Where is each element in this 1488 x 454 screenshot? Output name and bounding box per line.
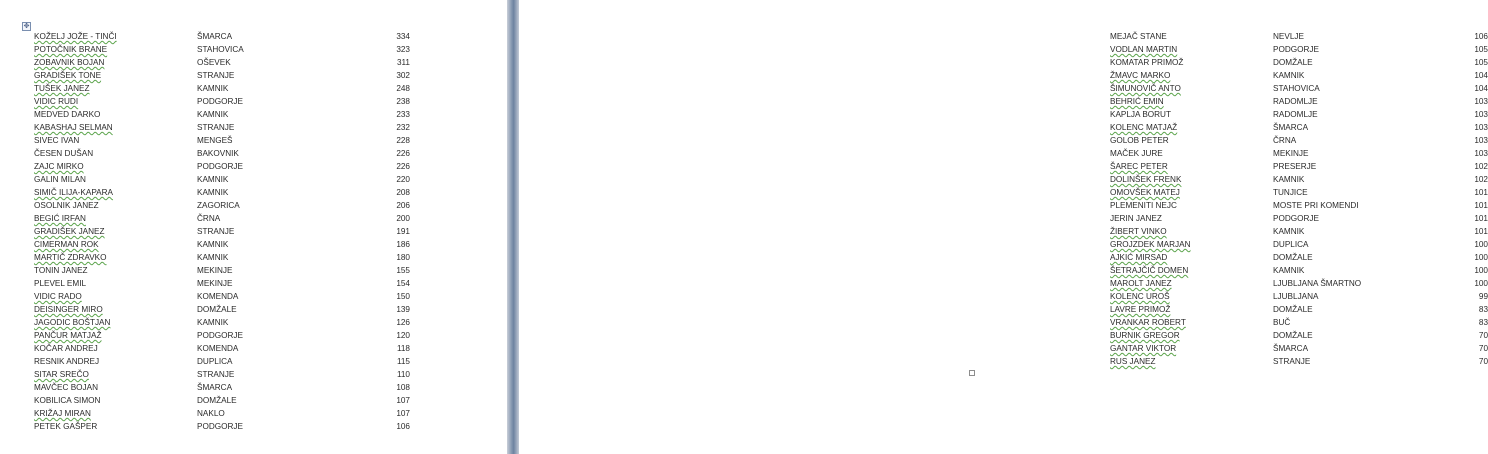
score-cell[interactable]: 206 (396, 201, 410, 210)
player-name-cell[interactable]: ŽMAVC MARKO (1110, 71, 1171, 80)
player-name-cell[interactable]: MEJAČ STANE (1110, 32, 1167, 41)
player-name-cell[interactable]: KOBILICA SIMON (34, 396, 101, 405)
place-cell[interactable]: STRANJE (197, 370, 235, 379)
score-cell[interactable]: 180 (396, 253, 410, 262)
score-cell[interactable]: 70 (1478, 331, 1488, 340)
score-cell[interactable]: 248 (396, 84, 410, 93)
score-cell[interactable]: 103 (1474, 123, 1488, 132)
table-resize-handle-icon[interactable] (969, 370, 975, 376)
place-cell[interactable]: ŠMARCA (197, 383, 233, 392)
score-cell[interactable]: 100 (1474, 266, 1488, 275)
score-cell[interactable]: 103 (1474, 97, 1488, 106)
score-cell[interactable]: 108 (396, 383, 410, 392)
place-cell[interactable]: MEKINJE (197, 279, 233, 288)
table-row (34, 186, 410, 199)
player-name-cell[interactable]: GOLOB PETER (1110, 136, 1169, 145)
place-cell[interactable]: PODGORJE (197, 422, 243, 431)
table-row (34, 56, 410, 69)
table-row (1110, 95, 1488, 108)
score-cell[interactable]: 105 (1474, 45, 1488, 54)
table-row (34, 212, 410, 225)
player-name-cell[interactable]: ZAJC MIRKO (34, 162, 84, 171)
table-row (1110, 329, 1488, 342)
score-cell[interactable]: 103 (1474, 136, 1488, 145)
player-name-cell[interactable]: VODLAN MARTIN (1110, 45, 1178, 54)
score-cell[interactable]: 70 (1478, 344, 1488, 353)
table-row (34, 238, 410, 251)
table-row (34, 82, 410, 95)
score-cell[interactable]: 186 (396, 240, 410, 249)
table-row (1110, 173, 1488, 186)
player-name-cell[interactable]: BEHRIĆ EMIN (1110, 97, 1164, 106)
score-cell[interactable]: 139 (396, 305, 410, 314)
table-row (34, 147, 410, 160)
place-cell[interactable]: TUNJICE (1273, 188, 1308, 197)
table-row (34, 134, 410, 147)
table-row (1110, 316, 1488, 329)
table-row (34, 264, 410, 277)
table-row (1110, 186, 1488, 199)
player-name-cell[interactable]: KOŽELJ JOŽE - TINČI (34, 32, 117, 41)
place-cell[interactable]: RADOMLJE (1273, 97, 1318, 106)
place-cell[interactable]: STAHOVICA (197, 45, 244, 54)
place-cell[interactable]: DUPLICA (1273, 240, 1309, 249)
table-row (34, 121, 410, 134)
score-cell[interactable]: 101 (1474, 227, 1488, 236)
score-cell[interactable]: 101 (1474, 201, 1488, 210)
place-cell[interactable]: ZAGORICA (197, 201, 240, 210)
table-row (34, 407, 410, 420)
results-table-left (34, 30, 410, 433)
table-row (1110, 238, 1488, 251)
player-name-cell[interactable]: PLEVEL EMIL (34, 279, 87, 288)
player-name-cell[interactable]: GANTAR VIKTOR (1110, 344, 1177, 353)
place-cell[interactable]: STAHOVICA (1273, 84, 1320, 93)
table-row (1110, 121, 1488, 134)
place-cell[interactable]: LJUBLJANA (1273, 292, 1319, 301)
place-cell[interactable]: KAMNIK (1273, 227, 1305, 236)
player-name-cell[interactable]: RUS JANEZ (1110, 357, 1156, 366)
place-cell[interactable]: DOMŽALE (197, 305, 237, 314)
player-name-cell[interactable]: POTOČNIK BRANE (34, 45, 108, 54)
table-row (1110, 108, 1488, 121)
place-cell[interactable]: KAMNIK (197, 318, 229, 327)
place-cell[interactable]: PODGORJE (1273, 214, 1319, 223)
place-cell[interactable]: KAMNIK (1273, 266, 1305, 275)
table-move-handle-icon[interactable]: ✥ (23, 23, 30, 30)
score-cell[interactable]: 302 (396, 71, 410, 80)
player-name-cell[interactable]: MEDVED DARKO (34, 110, 101, 119)
score-cell[interactable]: 191 (396, 227, 410, 236)
score-cell[interactable]: 99 (1478, 292, 1488, 301)
place-cell[interactable]: LJUBLJANA ŠMARTNO (1273, 279, 1362, 288)
score-cell[interactable]: 83 (1478, 318, 1488, 327)
player-name-cell[interactable]: KRIŽAJ MIRAN (34, 409, 91, 418)
player-name-cell[interactable]: JERIN JANEZ (1110, 214, 1162, 223)
player-name-cell[interactable]: MAVČEC BOJAN (34, 383, 98, 392)
table-row (1110, 199, 1488, 212)
score-cell[interactable]: 155 (396, 266, 410, 275)
table-row (34, 173, 410, 186)
score-cell[interactable]: 110 (396, 370, 410, 379)
score-cell[interactable]: 126 (396, 318, 410, 327)
player-name-cell[interactable]: GRADIŠEK JANEZ (34, 227, 105, 236)
score-cell[interactable]: 106 (1474, 32, 1488, 41)
results-table-right (1110, 30, 1488, 368)
table-row (34, 394, 410, 407)
player-name-cell[interactable]: DEISINGER MIRO (34, 305, 103, 314)
table-row (34, 69, 410, 82)
score-cell[interactable]: 208 (396, 188, 410, 197)
table-row (34, 199, 410, 212)
place-cell[interactable]: KAMNIK (197, 84, 229, 93)
player-name-cell[interactable]: JAGODIC BOŠTJAN (34, 318, 111, 327)
place-cell[interactable]: DUPLICA (197, 357, 233, 366)
player-name-cell[interactable]: ŠETRAJČIČ DOMEN (1110, 266, 1189, 275)
score-cell[interactable]: 150 (396, 292, 410, 301)
player-name-cell[interactable]: ZOBAVNIK BOJAN (34, 58, 105, 67)
table-row (34, 368, 410, 381)
player-name-cell[interactable]: KAPLJA BORUT (1110, 110, 1171, 119)
player-name-cell[interactable]: ČESEN DUŠAN (34, 149, 94, 158)
score-cell[interactable]: 106 (396, 422, 410, 431)
player-name-cell[interactable]: KABASHAJ SELMAN (34, 123, 113, 132)
score-cell[interactable]: 104 (1474, 84, 1488, 93)
table-row (34, 342, 410, 355)
score-cell[interactable]: 107 (396, 409, 410, 418)
table-row (1110, 355, 1488, 368)
player-name-cell[interactable]: VRANKAR ROBERT (1110, 318, 1186, 327)
table-row (1110, 225, 1488, 238)
place-cell[interactable]: MEKINJE (197, 266, 233, 275)
score-cell[interactable]: 100 (1474, 253, 1488, 262)
place-cell[interactable]: OŠEVEK (197, 58, 231, 67)
place-cell[interactable]: ŠMARCA (1273, 123, 1309, 132)
score-cell[interactable]: 103 (1474, 149, 1488, 158)
score-cell[interactable]: 103 (1474, 110, 1488, 119)
place-cell[interactable]: PODGORJE (197, 331, 243, 340)
table-row (34, 108, 410, 121)
place-cell[interactable]: NAKLO (197, 409, 225, 418)
table-row (34, 30, 410, 43)
place-cell[interactable]: MENGEŠ (197, 136, 233, 145)
score-cell[interactable]: 118 (396, 344, 410, 353)
score-cell[interactable]: 226 (396, 149, 410, 158)
table-row (34, 381, 410, 394)
place-cell[interactable]: STRANJE (197, 227, 235, 236)
place-cell[interactable]: BAKOVNIK (197, 149, 239, 158)
player-name-cell[interactable]: VIDIC RUDI (34, 97, 79, 106)
player-name-cell[interactable]: KOLENC MATJAŽ (1110, 123, 1178, 132)
table-row (1110, 43, 1488, 56)
score-cell[interactable]: 334 (396, 32, 410, 41)
player-name-cell[interactable]: SIVEC IVAN (34, 136, 80, 145)
table-row (1110, 30, 1488, 43)
table-row (34, 329, 410, 342)
table-row (1110, 342, 1488, 355)
place-cell[interactable]: PODGORJE (197, 162, 243, 171)
player-name-cell[interactable]: RESNIK ANDREJ (34, 357, 100, 366)
score-cell[interactable]: 83 (1478, 305, 1488, 314)
score-cell[interactable]: 70 (1478, 357, 1488, 366)
place-cell[interactable]: DOMŽALE (197, 396, 237, 405)
score-cell[interactable]: 232 (396, 123, 410, 132)
score-cell[interactable]: 311 (396, 58, 410, 67)
place-cell[interactable]: ŠMARCA (1273, 344, 1309, 353)
place-cell[interactable]: DOMŽALE (1273, 58, 1313, 67)
player-name-cell[interactable]: MAROLT JANEZ (1110, 279, 1172, 288)
player-name-cell[interactable]: SIMIČ ILIJA-KAPARA (34, 188, 114, 197)
score-cell[interactable]: 104 (1474, 71, 1488, 80)
place-cell[interactable]: DOMŽALE (1273, 305, 1313, 314)
table-row (34, 420, 410, 433)
table-row (34, 251, 410, 264)
score-cell[interactable]: 101 (1474, 214, 1488, 223)
table-row (1110, 147, 1488, 160)
place-cell[interactable]: DOMŽALE (1273, 331, 1313, 340)
table-row (1110, 290, 1488, 303)
score-cell[interactable]: 100 (1474, 240, 1488, 249)
player-name-cell[interactable]: GALIN MILAN (34, 175, 86, 184)
place-cell[interactable]: MEKINJE (1273, 149, 1309, 158)
place-cell[interactable]: PRESERJE (1273, 162, 1317, 171)
player-name-cell[interactable]: KOMATAR PRIMOŽ (1110, 58, 1184, 67)
table-row (1110, 69, 1488, 82)
score-cell[interactable]: 100 (1474, 279, 1488, 288)
player-name-cell[interactable]: KOČAR ANDREJ (34, 344, 98, 353)
player-name-cell[interactable]: ŽIBERT VINKO (1110, 227, 1167, 236)
player-name-cell[interactable]: LAVRE PRIMOŽ (1110, 305, 1171, 314)
score-cell[interactable]: 120 (396, 331, 410, 340)
table-row (34, 225, 410, 238)
player-name-cell[interactable]: BURNIK GREGOR (1110, 331, 1180, 340)
player-name-cell[interactable]: GROJZDEK MARJAN (1110, 240, 1191, 249)
score-cell[interactable]: 233 (396, 110, 410, 119)
table-row (1110, 212, 1488, 225)
table-row (34, 303, 410, 316)
player-name-cell[interactable]: ŠAREC PETER (1110, 162, 1168, 171)
score-cell[interactable]: 228 (396, 136, 410, 145)
place-cell[interactable]: STRANJE (197, 71, 235, 80)
table-row (1110, 56, 1488, 69)
table-row (34, 277, 410, 290)
score-cell[interactable]: 200 (396, 214, 410, 223)
player-name-cell[interactable]: DOLINŠEK FRENK (1110, 175, 1182, 184)
table-row (34, 355, 410, 368)
place-cell[interactable]: KAMNIK (197, 188, 229, 197)
player-name-cell[interactable]: OSOLNIK JANEZ (34, 201, 99, 210)
player-name-cell[interactable]: SITAR SREČO (34, 370, 89, 379)
place-cell[interactable]: BUČ (1273, 318, 1291, 327)
score-cell[interactable]: 154 (396, 279, 410, 288)
table-row (1110, 303, 1488, 316)
player-name-cell[interactable]: VIDIC RADO (34, 292, 82, 301)
player-name-cell[interactable]: OMOVŠEK MATEJ (1110, 188, 1180, 197)
place-cell[interactable]: KAMNIK (1273, 175, 1305, 184)
score-cell[interactable]: 101 (1474, 188, 1488, 197)
table-row (34, 95, 410, 108)
place-cell[interactable]: NEVLJE (1273, 32, 1304, 41)
place-cell[interactable]: KAMNIK (197, 175, 229, 184)
player-name-cell[interactable]: PANČUR MATJAŽ (34, 331, 102, 340)
document-page-left (0, 0, 507, 454)
place-cell[interactable]: KAMNIK (197, 240, 229, 249)
player-name-cell[interactable]: BEGIĆ IRFAN (34, 214, 86, 223)
table-row (34, 43, 410, 56)
player-name-cell[interactable]: GRADIŠEK TONE (34, 71, 102, 80)
player-name-cell[interactable]: TUŠEK JANEZ (34, 84, 90, 93)
player-name-cell[interactable]: ŠIMUNOVIČ ANTO (1110, 84, 1181, 93)
score-cell[interactable]: 107 (396, 396, 410, 405)
place-cell[interactable]: KOMENDA (197, 292, 239, 301)
player-name-cell[interactable]: PLEMENITI NEJC (1110, 201, 1177, 210)
table-row (34, 316, 410, 329)
score-cell[interactable]: 220 (396, 175, 410, 184)
document-page-right (519, 0, 1488, 454)
place-cell[interactable]: KOMENDA (197, 344, 239, 353)
player-name-cell[interactable]: CIMERMAN ROK (34, 240, 99, 249)
place-cell[interactable]: KAMNIK (197, 110, 229, 119)
place-cell[interactable]: STRANJE (1273, 357, 1311, 366)
player-name-cell[interactable]: MARTIČ ZDRAVKO (34, 253, 107, 262)
place-cell[interactable]: KAMNIK (197, 253, 229, 262)
score-cell[interactable]: 238 (396, 97, 410, 106)
table-row (34, 290, 410, 303)
table-row (1110, 251, 1488, 264)
table-row (34, 160, 410, 173)
player-name-cell[interactable]: TONIN JANEZ (34, 266, 88, 275)
player-name-cell[interactable]: MAČEK JURE (1110, 149, 1163, 158)
place-cell[interactable]: KAMNIK (1273, 71, 1305, 80)
score-cell[interactable]: 115 (396, 357, 410, 366)
score-cell[interactable]: 323 (396, 45, 410, 54)
page-divider (507, 0, 519, 454)
score-cell[interactable]: 102 (1474, 175, 1488, 184)
table-row (1110, 160, 1488, 173)
table-row (1110, 264, 1488, 277)
place-cell[interactable]: MOSTE PRI KOMENDI (1273, 201, 1359, 210)
place-cell[interactable]: ČRNA (197, 214, 221, 223)
place-cell[interactable]: RADOMLJE (1273, 110, 1318, 119)
score-cell[interactable]: 226 (396, 162, 410, 171)
place-cell[interactable]: ŠMARCA (197, 32, 233, 41)
table-row (1110, 277, 1488, 290)
score-cell[interactable]: 105 (1474, 58, 1488, 67)
place-cell[interactable]: PODGORJE (197, 97, 243, 106)
table-row (1110, 134, 1488, 147)
score-cell[interactable]: 102 (1474, 162, 1488, 171)
place-cell[interactable]: PODGORJE (1273, 45, 1319, 54)
place-cell[interactable]: STRANJE (197, 123, 235, 132)
player-name-cell[interactable]: PETEK GAŠPER (34, 422, 98, 431)
place-cell[interactable]: ČRNA (1273, 136, 1297, 145)
place-cell[interactable]: DOMŽALE (1273, 253, 1313, 262)
player-name-cell[interactable]: AJKIĆ MIRSAD (1110, 253, 1168, 262)
table-row (1110, 82, 1488, 95)
player-name-cell[interactable]: KOLENC UROŠ (1110, 292, 1170, 301)
